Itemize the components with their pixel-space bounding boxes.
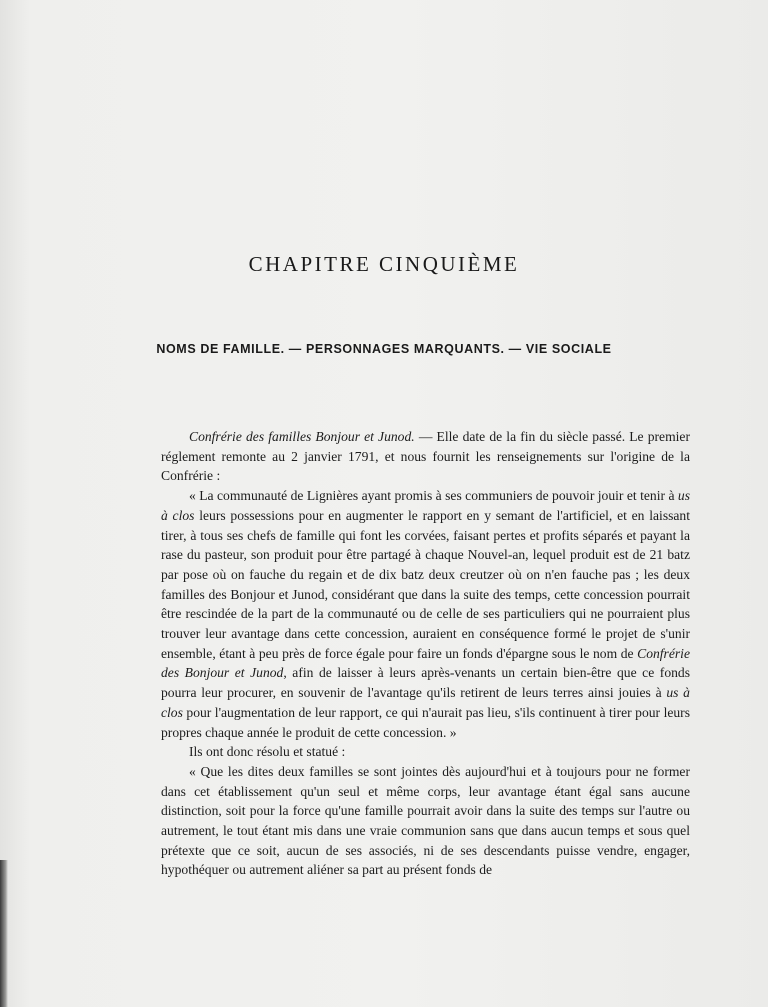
paragraph-2-part-4: pour l'augmentation de leur rapport, ce qui n'aurait pas lieu, s'ils continuent à tirer pour leurs propres chaque année le produit de cette concession. » [161,704,690,740]
paragraph-2-part-1: « La communauté de Lignières ayant promis à ses communiers de pouvoir jouir et tenir à [189,488,678,504]
paragraph-2-italic-1: us à clos [161,488,690,523]
body-text [161,427,690,880]
paragraph-1-title: Confrérie des familles Bonjour et Junod. [189,429,415,444]
paragraph-4: « Que les dites deux familles se sont jointes dès aujourd'hui et à toujours pour ne former dans cet établissement qu'un seul et même corps, leur avantage étant égal sans aucune distinction, soit pour la force qu'une famille pourrait avoir dans la suite des temps sur l'autre ou autrement, le tout étant mis dans une vraie communion sans que dans aucun temps et sous quel prétexte que ce soit, aucun de ses associés, ni de ses descendants puisse vendre, engager, hypothéquer ou autrement aliéner sa part au présent fonds de [161,763,690,878]
paragraph-2 [161,486,690,742]
chapter-title: CHAPITRE CINQUIÈME [248,252,520,276]
paragraph-1 [161,427,690,486]
section-heading: NOMS DE FAMILLE. — PERSONNAGES MARQUANTS. — VIE SOCIALE [156,342,612,356]
paragraph-2-part-2: leurs possessions pour en augmenter le rapport en y semant de l'artificiel, et en laissant tirer, à tous ses chefs de famille qui font les corvées, faisant pertes et profits séparés et payant la rase du pasteur, son produit pour être partagé à chaque Nouvel-an, lequel produit est de 21 batz par pose où on fauche du regain et de dix batz deux creutzer où on n'en fauche pas ; les deux familles des Bonjour et Junod, considérant que dans la suite des temps, cette concession pourrait être rescindée de la part de la communauté ou de celle de ses particuliers qui ne pourraient plus trouver leur avantage dans cette concession, auraient en conséquence formé le projet de s'unir ensemble, étant à peu près de force égale pour faire un fonds d'épargne sous le nom de [161,507,691,661]
page-edge-shadow [0,860,8,1007]
paragraph-1-text: — Elle date de la fin du siècle passé. Le premier réglement remonte au 2 janvier 1791, et nous fournit les renseignements sur l'origine de la Confrérie : [161,429,690,484]
paragraph-2-italic-3: us à clos [161,685,690,720]
paragraph-2-part-3: , afin de laisser à leurs après-venants un certain bien-être que ce fonds pourra leur procurer, en souvenir de l'avantage qu'ils retirent de leurs terres ainsi jouies à [161,665,690,701]
paragraph-3: Ils ont donc résolu et statué : [189,744,346,760]
paragraph-2-italic-2: Confrérie des Bonjour et Junod [161,645,690,681]
